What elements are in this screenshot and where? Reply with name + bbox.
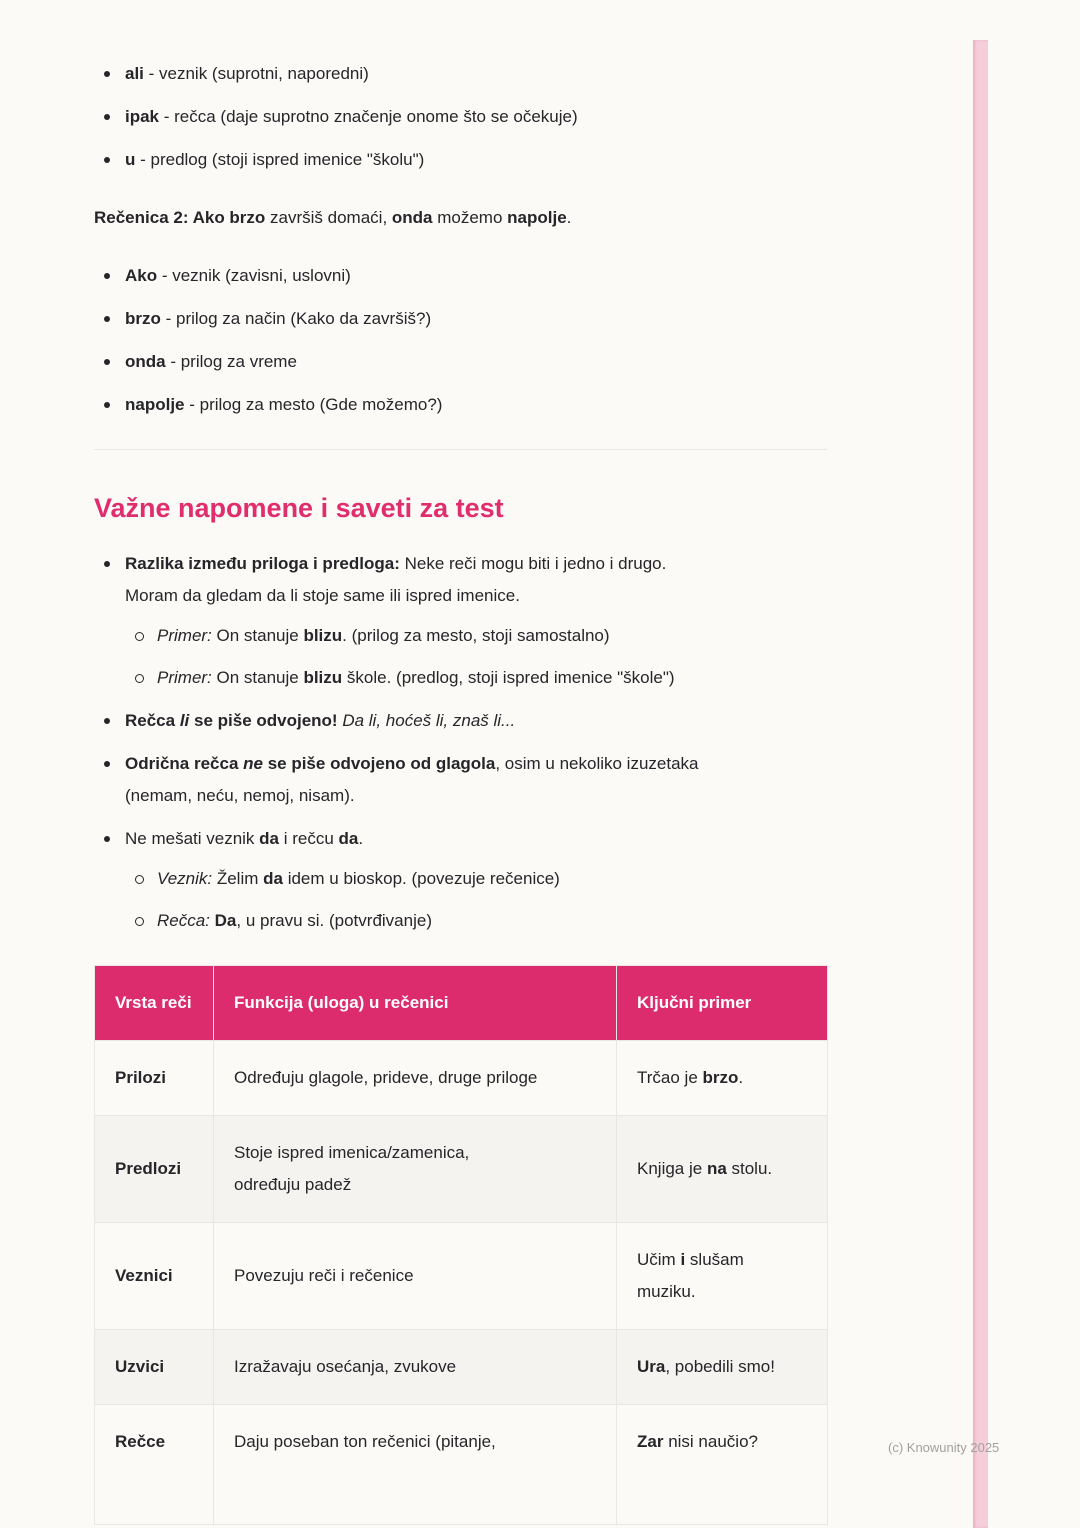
section-heading: Važne napomene i saveti za test: [94, 493, 504, 523]
table-row: [95, 1116, 828, 1223]
list-item-text: napolje - prilog za mesto (Gde možemo?): [125, 395, 443, 414]
list-item: [94, 705, 827, 737]
list-item-text: Ako - veznik (zavisni, uslovni): [125, 266, 351, 285]
notes-sublist: [125, 620, 827, 694]
sublist-item-text: Primer: On stanuje blizu. (prilog za mesto, stoji samostalno): [157, 626, 610, 645]
sublist-item: [125, 905, 827, 937]
table-header-row: [95, 966, 828, 1041]
list-item-text: onda - prilog za vreme: [125, 352, 297, 371]
table-row: [95, 1223, 828, 1330]
table-header-example: Ključni primer: [617, 966, 828, 1041]
table-row: [95, 1405, 828, 1525]
list-item-text: ipak - rečca (daje suprotno značenje onome što se očekuje): [125, 107, 578, 126]
copyright-note: (c) Knowunity 2025: [888, 1440, 1000, 1455]
list-item: [94, 144, 827, 176]
table-cell-term: Predlozi: [95, 1116, 214, 1223]
table-cell-term: Uzvici: [95, 1330, 214, 1405]
sublist-item: [125, 620, 827, 652]
notes-sublist: [125, 863, 827, 937]
list-item: [94, 303, 827, 335]
table-cell-function: Stoje ispred imenica/zamenica, određuju padež: [214, 1116, 617, 1223]
list-item: [94, 548, 827, 694]
list-item-text: Ne mešati veznik da i rečcu da.: [125, 829, 364, 848]
sublist-item: [125, 863, 827, 895]
table-row: [95, 1330, 828, 1405]
sublist-item-text: Primer: On stanuje blizu škole. (predlog, stoji ispred imenice "škole"): [157, 668, 675, 687]
table-cell-term: Rečce: [95, 1405, 214, 1525]
sublist-item: [125, 662, 827, 694]
word-analysis-list-sentence-1: [94, 58, 827, 176]
list-item: [94, 101, 827, 133]
table-cell-example: Trčao je brzo.: [617, 1041, 828, 1116]
page-edge-stripe: [973, 40, 988, 1528]
list-item-text: ali - veznik (suprotni, naporedni): [125, 64, 369, 83]
list-item: [94, 823, 827, 937]
list-item: [94, 58, 827, 90]
table-cell-example: Zar nisi naučio?: [617, 1405, 828, 1525]
table-cell-example: Knjiga je na stolu.: [617, 1116, 828, 1223]
list-item-text: Rečca li se piše odvojeno! Da li, hoćeš li, znaš li...: [125, 711, 516, 730]
table-cell-function: Određuju glagole, prideve, druge priloge: [214, 1041, 617, 1116]
grammar-summary-table: [94, 965, 828, 1525]
table-cell-term: Prilozi: [95, 1041, 214, 1116]
table-cell-term: Veznici: [95, 1223, 214, 1330]
list-item: [94, 260, 827, 292]
table-header-function: Funkcija (uloga) u rečenici: [214, 966, 617, 1041]
list-item: [94, 389, 827, 421]
table-row: [95, 1041, 828, 1116]
table-cell-example: Ura, pobedili smo!: [617, 1330, 828, 1405]
table-cell-function: Izražavaju osećanja, zvukove: [214, 1330, 617, 1405]
list-item: [94, 748, 827, 812]
list-item: [94, 346, 827, 378]
list-item-text: Razlika između priloga i predloga: Neke reči mogu biti i jedno i drugo. Moram da gledam da li stoje same ili ispred imenice.: [125, 554, 667, 605]
table-cell-example: Učim i slušam muziku.: [617, 1223, 828, 1330]
sublist-item-text: Veznik: Želim da idem u bioskop. (povezuje rečenice): [157, 869, 560, 888]
list-item-text: u - predlog (stoji ispred imenice "školu"): [125, 150, 425, 169]
notes-list: [94, 548, 827, 937]
section-divider: [94, 449, 827, 450]
list-item-text: Odrična rečca ne se piše odvojeno od glagola, osim u nekoliko izuzetaka (nemam, neću, nemoj, nisam).: [125, 754, 699, 805]
table-cell-function: Daju poseban ton rečenici (pitanje,: [214, 1405, 617, 1525]
document-content: [94, 58, 827, 1525]
table-cell-function: Povezuju reči i rečenice: [214, 1223, 617, 1330]
word-analysis-list-sentence-2: [94, 260, 827, 421]
sublist-item-text: Rečca: Da, u pravu si. (potvrđivanje): [157, 911, 432, 930]
table-header-word-type: Vrsta reči: [95, 966, 214, 1041]
list-item-text: brzo - prilog za način (Kako da završiš?): [125, 309, 432, 328]
sentence-2-paragraph: Rečenica 2: Ako brzo završiš domaći, onda možemo napolje.: [94, 208, 572, 227]
